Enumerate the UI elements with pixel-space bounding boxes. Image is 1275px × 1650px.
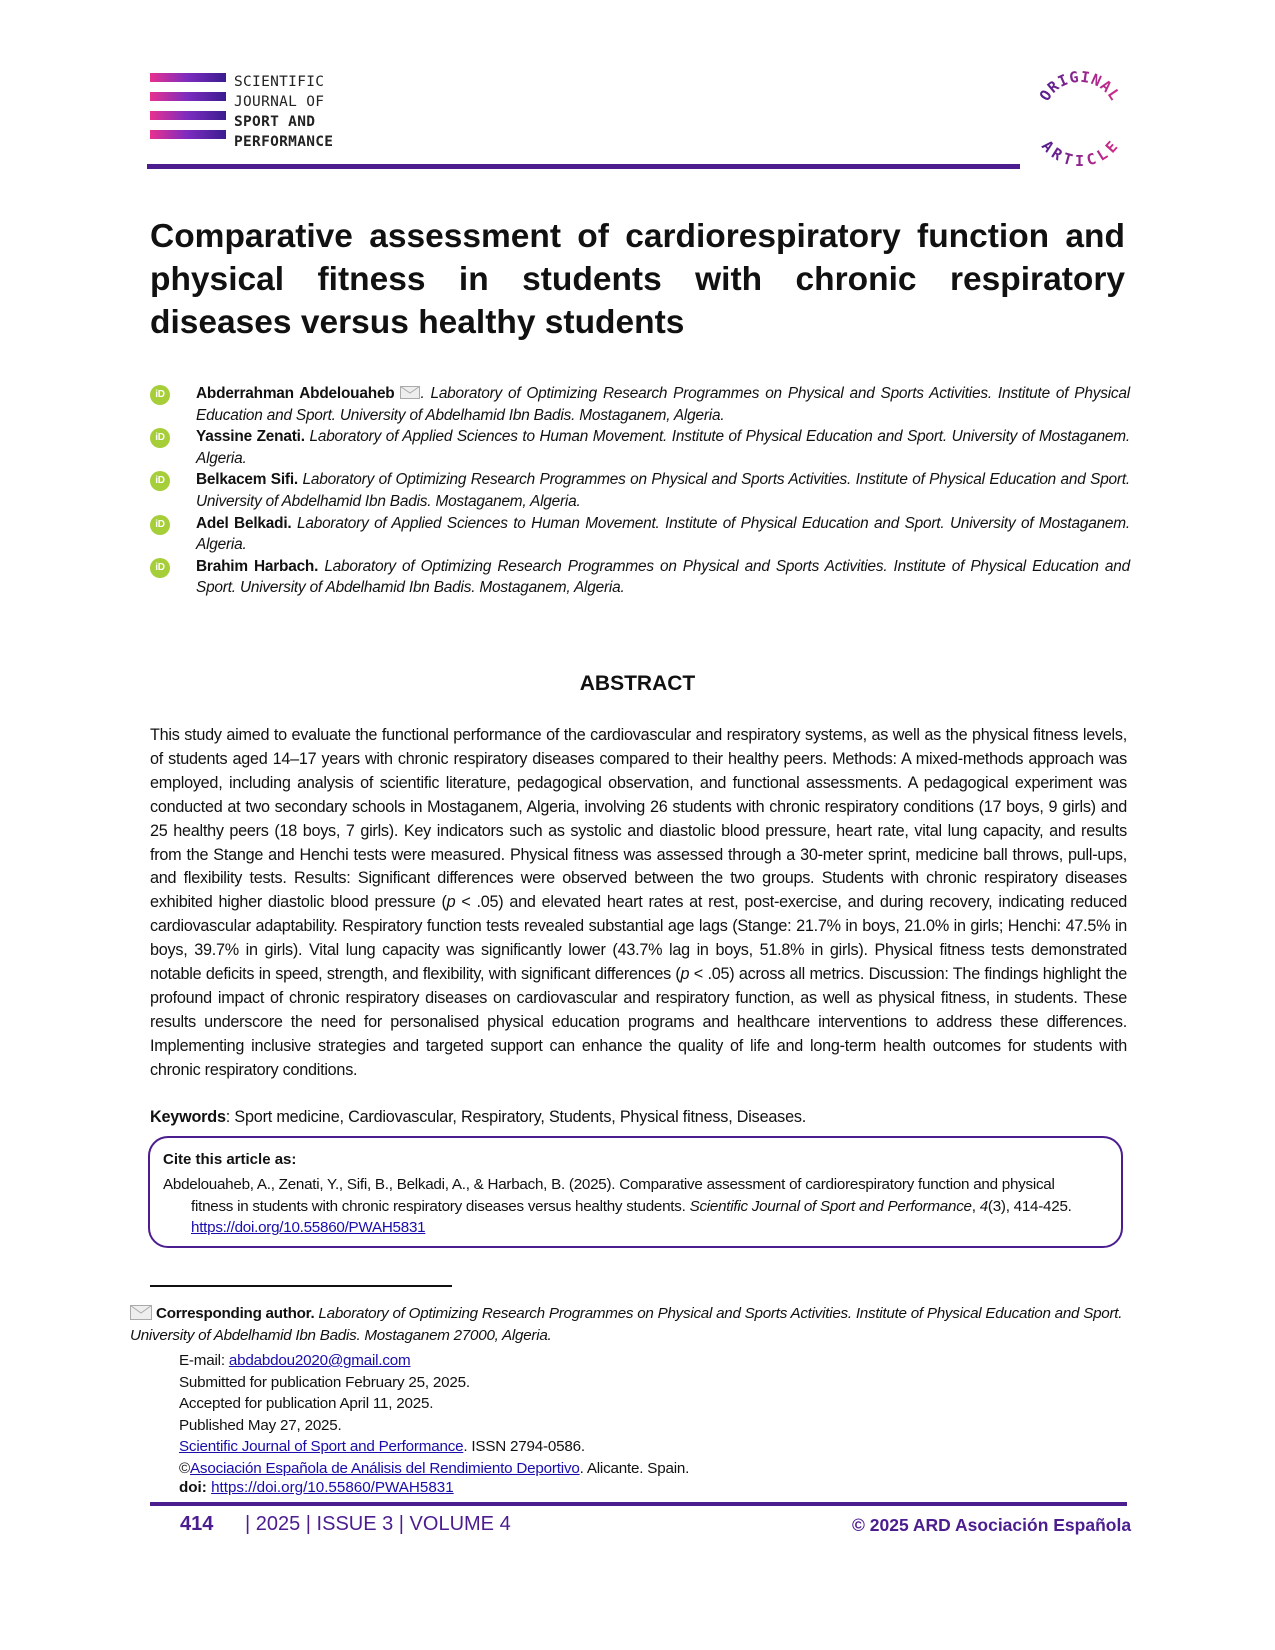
- logo-line-1: SCIENTIFIC: [234, 74, 325, 90]
- orcid-icon[interactable]: iD: [150, 385, 170, 405]
- logo-line-4: PERFORMANCE: [234, 134, 334, 150]
- keywords-list: : Sport medicine, Cardiovascular, Respiratory, Students, Physical fitness, Diseases.: [225, 1108, 807, 1126]
- corresponding-author: Corresponding author. Laboratory of Optimizing Research Programmes on Physical and Sports Activities. Institute of Physical Education and Sport. University of Abdelhamid Ibn Badis. Mostaganem 27000, Algeria.: [130, 1305, 1123, 1344]
- email-link[interactable]: abdabdou2020@gmail.com: [228, 1352, 411, 1369]
- author-affiliation: Laboratory of Optimizing Research Programmes on Physical and Sports Activities. Institute of Physical Education and Sport. University of Abdelhamid Ibn Badis. Mostaganem, Algeria.: [196, 471, 1130, 510]
- author-name: Adel Belkadi.: [196, 514, 292, 532]
- author-list: [150, 383, 1130, 599]
- logo-line-2: JOURNAL OF: [234, 94, 325, 110]
- publication-info: E-mail: abdabdou2020@gmail.com Submitted for publication February 25, 2025. Accepted for publication April 11, 2025. Published May 27, 2025. Scientific Journal of Sport and Performance. ISSN 2794-0586. ©Asociación Española de Análisis del Rendimiento Deportivo. Alicante. Spain.: [179, 1352, 690, 1477]
- footer-copyright: © 2025 ARD Asociación Española: [852, 1515, 1132, 1535]
- author-affiliation: . Laboratory of Optimizing Research Programmes on Physical and Sports Activities. Institute of Physical Education and Sport. University of Abdelhamid Ibn Badis. Mostaganem, Algeria.: [196, 385, 1130, 424]
- author-name: Yassine Zenati.: [196, 428, 305, 446]
- author-entry: [150, 426, 1130, 469]
- doi-line: doi: https://doi.org/10.55860/PWAH5831: [179, 1479, 454, 1496]
- author-affiliation: Laboratory of Applied Sciences to Human Movement. Institute of Physical Education and Sport. University of Mostaganem. Algeria.: [196, 428, 1130, 467]
- keywords: [150, 1106, 1127, 1129]
- citation-doi-link[interactable]: https://doi.org/10.55860/PWAH5831: [191, 1219, 426, 1237]
- journal-link[interactable]: Scientific Journal of Sport and Performance: [179, 1438, 464, 1456]
- footnote-rule: [150, 1285, 452, 1287]
- journal-logo-text: [234, 72, 333, 152]
- header-rule: [147, 164, 1020, 169]
- stamp-bottom-text: ARTICLE: [1038, 137, 1122, 168]
- logo-line-3: SPORT AND: [234, 114, 316, 130]
- footer-rule: [150, 1502, 1127, 1506]
- association-link[interactable]: Asociación Española de Análisis del Rendimiento Deportivo: [190, 1459, 580, 1477]
- issue-info: | 2025 | ISSUE 3 | VOLUME 4: [245, 1513, 511, 1535]
- keywords-label: Keywords: [150, 1108, 226, 1126]
- svg-text:ARTICLE: [1038, 137, 1122, 168]
- author-affiliation: Laboratory of Applied Sciences to Human Movement. Institute of Physical Education and Sport. University of Mostaganem. Algeria.: [196, 514, 1130, 554]
- doi-link[interactable]: https://doi.org/10.55860/PWAH5831: [211, 1479, 454, 1496]
- envelope-icon[interactable]: [400, 386, 420, 399]
- author-entry: [150, 556, 1130, 599]
- author-entry: [150, 469, 1130, 512]
- original-article-stamp: [1030, 68, 1130, 168]
- stamp-top-text: ORIGINAL: [1035, 68, 1125, 105]
- accepted-date: Accepted for publication April 11, 2025.: [179, 1395, 434, 1413]
- author-name: Brahim Harbach.: [196, 557, 319, 575]
- author-affiliation: Laboratory of Optimizing Research Programmes on Physical and Sports Activities. Institute of Physical Education and Sport. University of Abdelhamid Ibn Badis. Mostaganem, Algeria.: [196, 557, 1130, 597]
- submitted-date: Submitted for publication February 25, 2025.: [179, 1373, 470, 1391]
- orcid-icon[interactable]: iD: [150, 428, 170, 448]
- citation-text: Abdelouaheb, A., Zenati, Y., Sifi, B., Belkadi, A., & Harbach, B. (2025). Comparative assessment of cardiorespiratory function and physical fitness in students with chronic respiratory diseases versus healthy students. Scientific Journal of Sport and Performance, 4(3), 414-425. https://doi.org/10.55860/PWAH5831: [163, 1176, 1072, 1237]
- orcid-icon[interactable]: iD: [150, 515, 170, 535]
- journal-logo-bars: [150, 73, 226, 149]
- envelope-icon: [130, 1305, 152, 1320]
- orcid-icon[interactable]: iD: [150, 558, 170, 578]
- article-title: Comparative assessment of cardiorespiratory function and physical fitness in students with chronic respiratory diseases versus healthy students: [150, 218, 1125, 341]
- page-number: 414: [180, 1513, 214, 1535]
- svg-text:ORIGINAL: [1036, 68, 1124, 104]
- author-entry: [150, 383, 1130, 426]
- abstract-body: This study aimed to evaluate the functional performance of the cardiovascular and respiratory systems, as well as the physical fitness levels, of students aged 14–17 years with chronic respiratory diseases compared to their healthy peers. Methods: A mixed-methods approach was employed, including analysis of scientific literature, pedagogical observation, and functional assessments. A pedagogical experiment was conducted at two secondary schools in Mostaganem, Algeria, involving 26 students with chronic respiratory conditions (17 boys, 9 girls) and 25 healthy peers (18 boys, 7 girls). Key indicators such as systolic and diastolic blood pressure, heart rate, vital lung capacity, and results from the Stange and Henchi tests were measured. Physical fitness was assessed through a 30-meter sprint, medicine ball throws, pull-ups, and flexibility tests. Results: Significant differences were observed between the two groups. Students with chronic respiratory diseases exhibited higher diastolic blood pressure (p < .05) and elevated heart rates at rest, post-exercise, and during recovery, indicating reduced cardiovascular adaptability. Respiratory function tests revealed substantial age lags (Stange: 21.7% in boys, 21.0% in girls; Henchi: 47.5% in boys, 39.7% in girls). Vital lung capacity was significantly lower (43.7% lag in boys, 51.8% in girls). Physical fitness tests demonstrated notable deficits in speed, strength, and flexibility, with significant differences (p < .05) across all metrics. Discussion: The findings highlight the profound impact of chronic respiratory diseases on cardiovascular and respiratory function, as well as physical fitness, in students. These results underscore the need for personalised physical education programs and healthcare interventions to address these differences. Implementing inclusive strategies and targeted support can enhance the quality of life and long-term health outcomes for students with chronic respiratory conditions.: [150, 726, 1127, 1079]
- author-name: Abderrahman Abdelouaheb: [196, 385, 395, 402]
- published-date: Published May 27, 2025.: [179, 1416, 342, 1434]
- orcid-icon[interactable]: iD: [150, 471, 170, 491]
- author-entry: [150, 513, 1130, 556]
- author-name: Belkacem Sifi.: [196, 471, 298, 489]
- abstract-heading: ABSTRACT: [579, 672, 696, 695]
- cite-label: Cite this article as:: [163, 1151, 297, 1168]
